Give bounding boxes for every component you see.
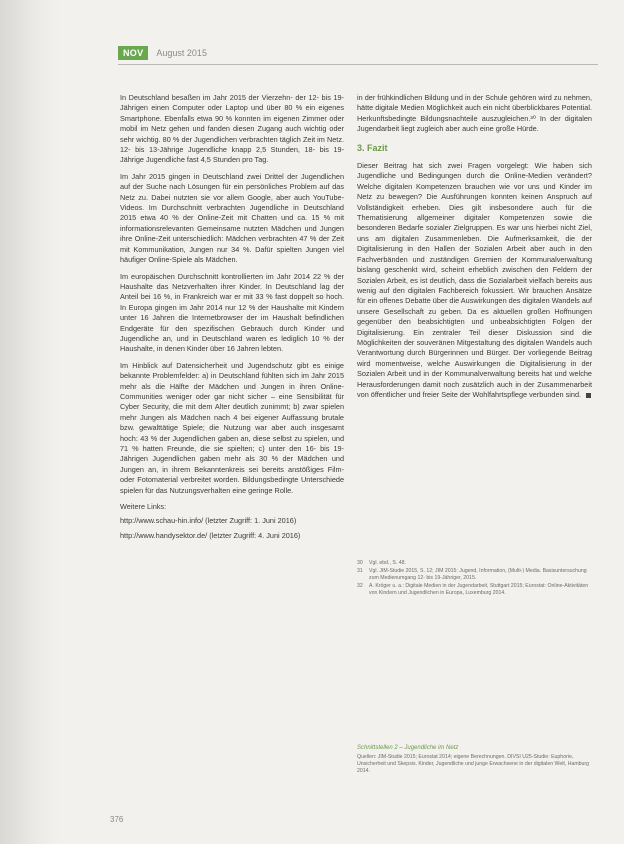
paragraph: Im Hinblick auf Datensicherheit und Jugendschutz gibt es einige bekannte Problemfelder: a) in Deutschland fühlten sich im Jahr 2015 mehr als die Hälfte der Mädchen und Jungen in ihren Online-Communities weniger oder gar nicht sicher – eine Sensibilität für Cyber Security, die mit dem Alter deutlich zunimmt; b) zwar spielen mehr Jungen als Mädchen nach 4 bei eigener Auffassung brutale bzw. gewalttätige Spiele; die Nutzung war aber auch insgesamt hoch: 43 % der Jugendlichen gaben an, diese selbst zu spielen, und 71 % hatten Freunde, die sie spielten; c) unter den 16- bis 19-Jährigen Jugendlichen gaben mehr als 30 % der Mädchen und Jungen an, in ihrem Bekanntenkreis sei bereits anstößiges Film- oder Fotomaterial verbreitet worden. Bildungsbedingte Unterschiede spielen für das Nutzungsverhalten eine geringe Rolle. (120, 360, 344, 495)
paragraph: in der frühkindlichen Bildung und in der Schule gehören wird zu nehmen, hätte digitale Medien Möglichkeit auch ein nicht überblickbares Potential. Herkunftsbedingte Bildungsnachteile auszugleichen.³⁰ In der digitalen Jugendarbeit liegt zugleich aber auch eine große Hürde. (357, 93, 592, 134)
footnote-number: 31 (357, 568, 363, 574)
section-heading: 3. Fazit (357, 142, 388, 153)
footnote-text: Vgl. JIM-Studie 2015, S. 12; JIM 2015: Jugend, Information, (Multi-) Media. Basisuntersuchung zum Medienumgang 12- bis 19-Jähriger, 2015. (369, 568, 587, 581)
footnote (357, 568, 592, 582)
links-section (120, 502, 344, 541)
links-label: Weitere Links: (120, 502, 167, 512)
footnote-text: A. Kröger u. a.: Digitale Medien in der Jugendarbeit, Stuttgart 2015; Eurostat: Online-Aktivitäten von Kindern und Jugendlichen in Europa, Luxemburg 2014. (369, 583, 589, 596)
right-column (357, 93, 592, 406)
section-badge: NOV (118, 46, 148, 60)
paragraph-text: Dieser Beitrag hat sich zwei Fragen vorgelegt: Wie haben sich Jugendliche und Bedingungen durch die Online-Medien verändert? Welche digitalen Kompetenzen brauchen wie vor uns und Kinder im Netz zu bewegen? Die Ausführungen konnten keinen Anspruch auf Vollständigkeit erheben. Dies gilt insbesondere auch für die Thematisierung allgemeiner digitaler Kompetenzen sowie die besonderen Bedarfe sozialer Zielgruppen. Es war uns hierbei nicht Ziel, uns am digitalen Zusammenleben. Die Aufmerksamkeit, die der Digitalisierung in den Hallen der Sozialen Arbeit aber auch in den Fachverbänden und zuständigen Gremien der Kommunalverwaltung bislang geschenkt wird, scheint erheblich zwischen den Feldern der Sozialen Arbeit, es ist deutlich, dass die Sozialarbeit vielfach bereits aus wenig auf den digitalen Fachbereich fokussiert. Wir brauchen Ansätze für ein offenes Debatte über die Auswirkungen des digitalen Wandels auf unsere Gesellschaft zu geben. Da es aktuellen großen Hoffnungen gegenüber den beabsichtigten und unbeabsichtigten Folgen der Digitalisierung. Ein zentraler Teil dieser Diskussion sind die Möglichkeiten der souveränen Mitgestaltung des digitalen Wandels auch Verantwortung durch Bürgerinnen und Bürger. Der vorliegende Beitrag wird momentweise, welche Auswirkungen die Digitalisierung in der Sozialen Arbeit und in der Kommunalverwaltung bereits hat und welche Herausforderungen damit noch zusätzlich auch in der Zusammenarbeit von öffentlicher und freier Seite der Wohlfahrtspflege verbunden sind. (357, 161, 592, 399)
footnote-number: 32 (357, 583, 363, 589)
end-mark-icon (586, 393, 591, 398)
left-column (120, 93, 344, 545)
source-title: Schnittstellen 2 – Jugendliche im Netz (357, 745, 459, 751)
link-url[interactable]: http://www.handysektor.de/ (letzter Zugriff: 4. Juni 2016) (120, 530, 301, 540)
paragraph: In Deutschland besaßen im Jahr 2015 der Vierzehn- der 12- bis 19-Jährigen einen Computer oder Laptop und über 80 % ein eigenes Smartphone. Ebenfalls etwa 90 % konnten im eigenen Zimmer oder mobil im Netz gehen und fanden diesen Zugang auch wichtig oder sehr wichtig. 80 % der Jugendlichen verbrachten täglich Zeit im Netz. 12- bis 13-Jährige Jugendliche knapp 2,5 Stunden, 18- bis 19-Jährige Jugendliche fast 4,5 Stunden pro Tag. (120, 93, 344, 165)
source-box (357, 745, 592, 775)
paragraph (357, 161, 592, 400)
issue-label: August 2015 (156, 48, 207, 58)
footnotes (357, 560, 592, 598)
running-header (118, 45, 207, 61)
source-text: Quellen: JIM-Studie 2015; Eurostat 2014; eigene Berechnungen. DIVSI U25-Studie: Euphorie, Unsicherheit und Skepsis. Kinder, Jugendliche und junge Erwachsene in der digitalen Welt, Hamburg 2014. (357, 754, 590, 774)
footnote-number: 30 (357, 560, 363, 566)
link-url[interactable]: http://www.schau-hin.info/ (letzter Zugriff: 1. Juni 2016) (120, 516, 297, 526)
page-number: 376 (110, 815, 124, 824)
page-fold-shadow (0, 0, 60, 844)
footnote (357, 583, 592, 597)
footnote (357, 560, 592, 567)
paragraph: Im europäischen Durchschnitt kontrollierten im Jahr 2014 22 % der Haushalte das Netzverhalten ihrer Kinder. In Deutschland lag der Anteil bei 16 %, in Frankreich war er mit 33 % fast doppelt so hoch. In Europa gingen im Jahr 2014 nur 12 % der Haushalte mit Kindern unter 16 Jahren die Internetbrowser der im Haushalt befindlichen Endgeräte für den spezifischen Gebrauch durch Kinder und Jugendliche an, und in Deutschland waren es lediglich 10 % der Haushalte, in denen Kinder über 16 Jahren lebten. (120, 271, 344, 354)
paragraph: Im Jahr 2015 gingen in Deutschland zwei Drittel der Jugendlichen auf der Suche nach Lösungen für ein persönliches Problem auf das Netz zu. Dabei nutzten sie vor allem Google, aber auch YouTube-Videos. Im Durchschnitt verbrachten Jugendliche in Deutschland 2015 etwa 40 % der Online-Zeit mit Chatten und ca. 15 % mit informationsrelevanten Gemeinsame nutzten Mädchen und Jungen ihre Online-Zeit unterschiedlich: Mädchen verbrachten 47 % der Zeit mit Kommunikation, Jungen nur 34 %. Dafür spielten Jungen viel häufiger Online-Spiele als Mädchen. (120, 171, 344, 265)
footnote-text: Vgl. ebd., S. 48. (369, 560, 406, 566)
header-rule (118, 64, 598, 65)
